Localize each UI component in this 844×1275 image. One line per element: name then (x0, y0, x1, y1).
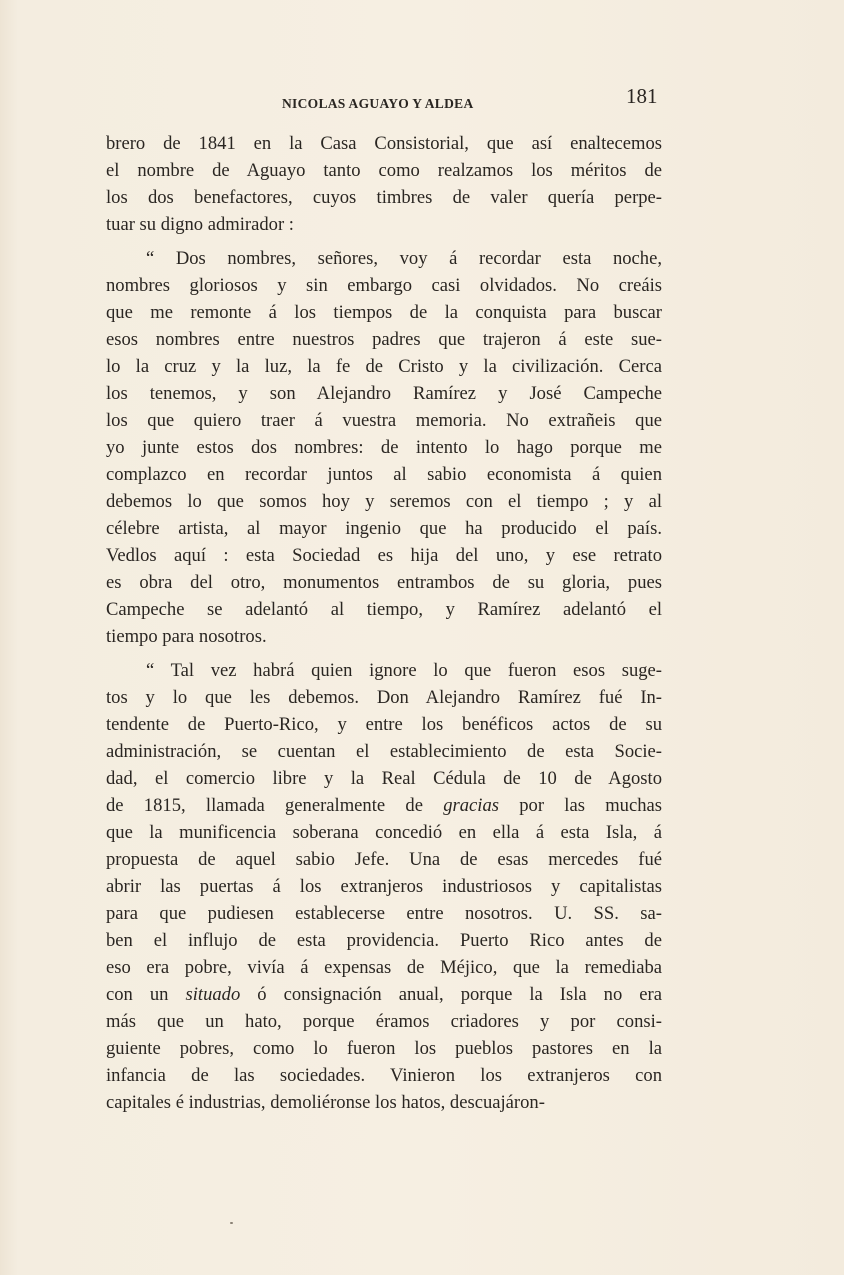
text-line: para que pudiesen establecerse entre nosotros. U. SS. sa- (106, 903, 662, 924)
text-line: los dos benefactores, cuyos timbres de valer quería perpe- (106, 187, 662, 208)
paper-speck (230, 1222, 233, 1224)
text-line: lo la cruz y la luz, la fe de Cristo y la civilización. Cerca (106, 356, 662, 377)
italic-term: gracias (443, 795, 499, 816)
text-line: propuesta de aquel sabio Jefe. Una de esas mercedes fué (106, 849, 662, 870)
text-line: Campeche se adelantó al tiempo, y Ramírez adelantó el (106, 599, 662, 620)
italic-term: situado (185, 984, 241, 1005)
text-line: Vedlos aquí : esta Sociedad es hija del uno, y ese retrato (106, 545, 662, 566)
paragraph (106, 245, 662, 650)
paragraph (106, 130, 662, 238)
text-line: administración, se cuentan el establecimiento de esta Socie- (106, 741, 662, 762)
text-line: es obra del otro, monumentos entrambos de su gloria, pues (106, 572, 662, 593)
text-line: tendente de Puerto-Rico, y entre los benéficos actos de su (106, 714, 662, 735)
text-line: que la munificencia soberana concedió en ella á esta Isla, á (106, 822, 662, 843)
text-line: célebre artista, al mayor ingenio que ha producido el país. (106, 518, 662, 539)
text-line: capitales é industrias, demoliéronse los hatos, descuajáron- (106, 1092, 545, 1113)
text-line: los que quiero traer á vuestra memoria. No extrañeis que (106, 410, 662, 431)
text-line: nombres gloriosos y sin embargo casi olvidados. No creáis (106, 275, 662, 296)
page-number: 181 (626, 84, 658, 108)
running-head: NICOLAS AGUAYO Y ALDEA (282, 96, 474, 111)
text-line: “ Dos nombres, señores, voy á recordar esta noche, (146, 248, 662, 269)
text-line: eso era pobre, vivía á expensas de Méjico, que la remediaba (106, 957, 662, 978)
text-line: el nombre de Aguayo tanto como realzamos los méritos de (106, 160, 662, 181)
text-line: tuar su digno admirador : (106, 214, 294, 235)
text-line: brero de 1841 en la Casa Consistorial, que así enaltecemos (106, 133, 662, 154)
text-line: de 1815, llamada generalmente de gracias por las muchas (106, 795, 662, 816)
text-line: dad, el comercio libre y la Real Cédula de 10 de Agosto (106, 768, 662, 789)
text-line: guiente pobres, como lo fueron los pueblos pastores en la (106, 1038, 662, 1059)
text-line: más que un hato, porque éramos criadores y por consi- (106, 1011, 662, 1032)
text-line: tiempo para nosotros. (106, 626, 267, 647)
text-line: yo junte estos dos nombres: de intento lo hago porque me (106, 437, 662, 458)
text-line: tos y lo que les debemos. Don Alejandro Ramírez fué In- (106, 687, 662, 708)
text-line: “ Tal vez habrá quien ignore lo que fueron esos suge- (146, 660, 662, 681)
text-line: ben el influjo de esta providencia. Puerto Rico antes de (106, 930, 662, 951)
text-line: debemos lo que somos hoy y seremos con el tiempo ; y al (106, 491, 662, 512)
text-line: que me remonte á los tiempos de la conquista para buscar (106, 302, 662, 323)
text-line: abrir las puertas á los extranjeros industriosos y capitalistas (106, 876, 662, 897)
text-line: esos nombres entre nuestros padres que trajeron á este sue- (106, 329, 662, 350)
text-line: complazco en recordar juntos al sabio economista á quien (106, 464, 662, 485)
text-line: con un situado ó consignación anual, porque la Isla no era (106, 984, 662, 1005)
text-line: infancia de las sociedades. Vinieron los extranjeros con (106, 1065, 662, 1086)
text-line: los tenemos, y son Alejandro Ramírez y José Campeche (106, 383, 662, 404)
paragraph (106, 657, 662, 1116)
body-text (106, 130, 662, 1116)
